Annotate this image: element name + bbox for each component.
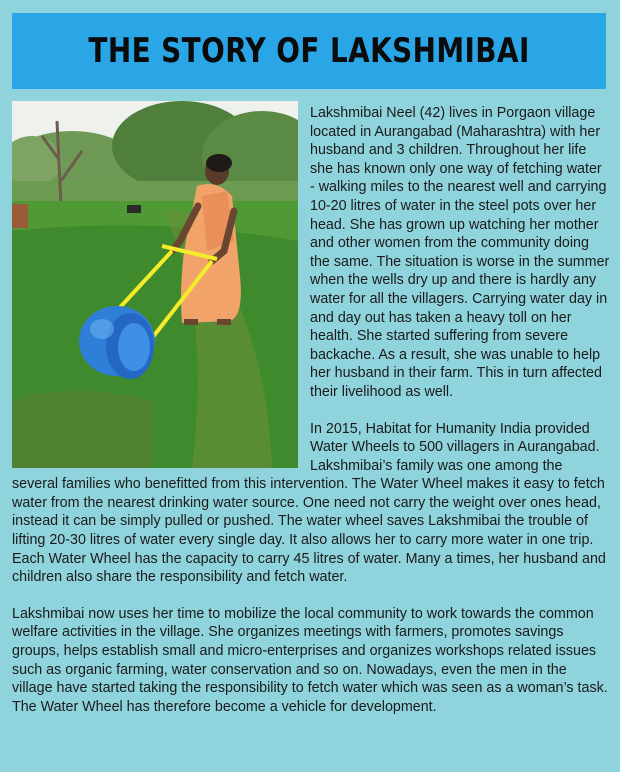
paragraph-2: In 2015, Habitat for Humanity India provided Water Wheels to 500 villagers in Aurangabad. Lakshmibai’s family was one among the several families who benefitted from this intervention. The Water Wheel makes it easy to fetch water from the nearest drinking water source. One need not carry the weight over ones head, instead it can be simply pulled or pushed. The water wheel saves Lakshmibai the trouble of lifting 20-30 litres of water every single day. It also allows her to carry more water in one trip. Each Water Wheel has the capacity to carry 45 litres of water. Many a times, her husband and children also share the responsibility and fetch water. <box>12 420 606 586</box>
paragraph-3: Lakshmibai now uses her time to mobilize the local community to work towards the common welfare activities in the village. She organizes meetings with farmers, promotes savings groups, helps establish small and micro-enterprises and organizes workshops related issues such as organic farming, water conservation and so on. Nowadays, even the men in the village have started taking the responsibility to fetch water which was seen as a woman’s task. The Water Wheel has therefore become a vehicle for development. <box>12 605 608 715</box>
story-text <box>12 104 610 734</box>
page-title: THE STORY OF LAKSHMIBAI <box>88 31 530 71</box>
title-banner <box>12 13 606 89</box>
paragraph-1: Lakshmibai Neel (42) lives in Porgaon village located in Aurangabad (Maharashtra) with her husband and 3 children. Throughout her life she has known only one way of fetching water - walking miles to the nearest well and carrying 10-20 litres of water in the steel pots over her head. She has grown up watching her mother and other women from the community doing the same. The situation is worse in the summer when the wells dry up and there is hardly any water for all the villagers. Carrying water day in and day out has taken a heavy toll on her health. She started suffering from severe backache. As a result, she was unable to help her husband in their farm. This in turn affected their livelihood as well. <box>310 105 610 400</box>
photo-spacer <box>12 104 310 468</box>
